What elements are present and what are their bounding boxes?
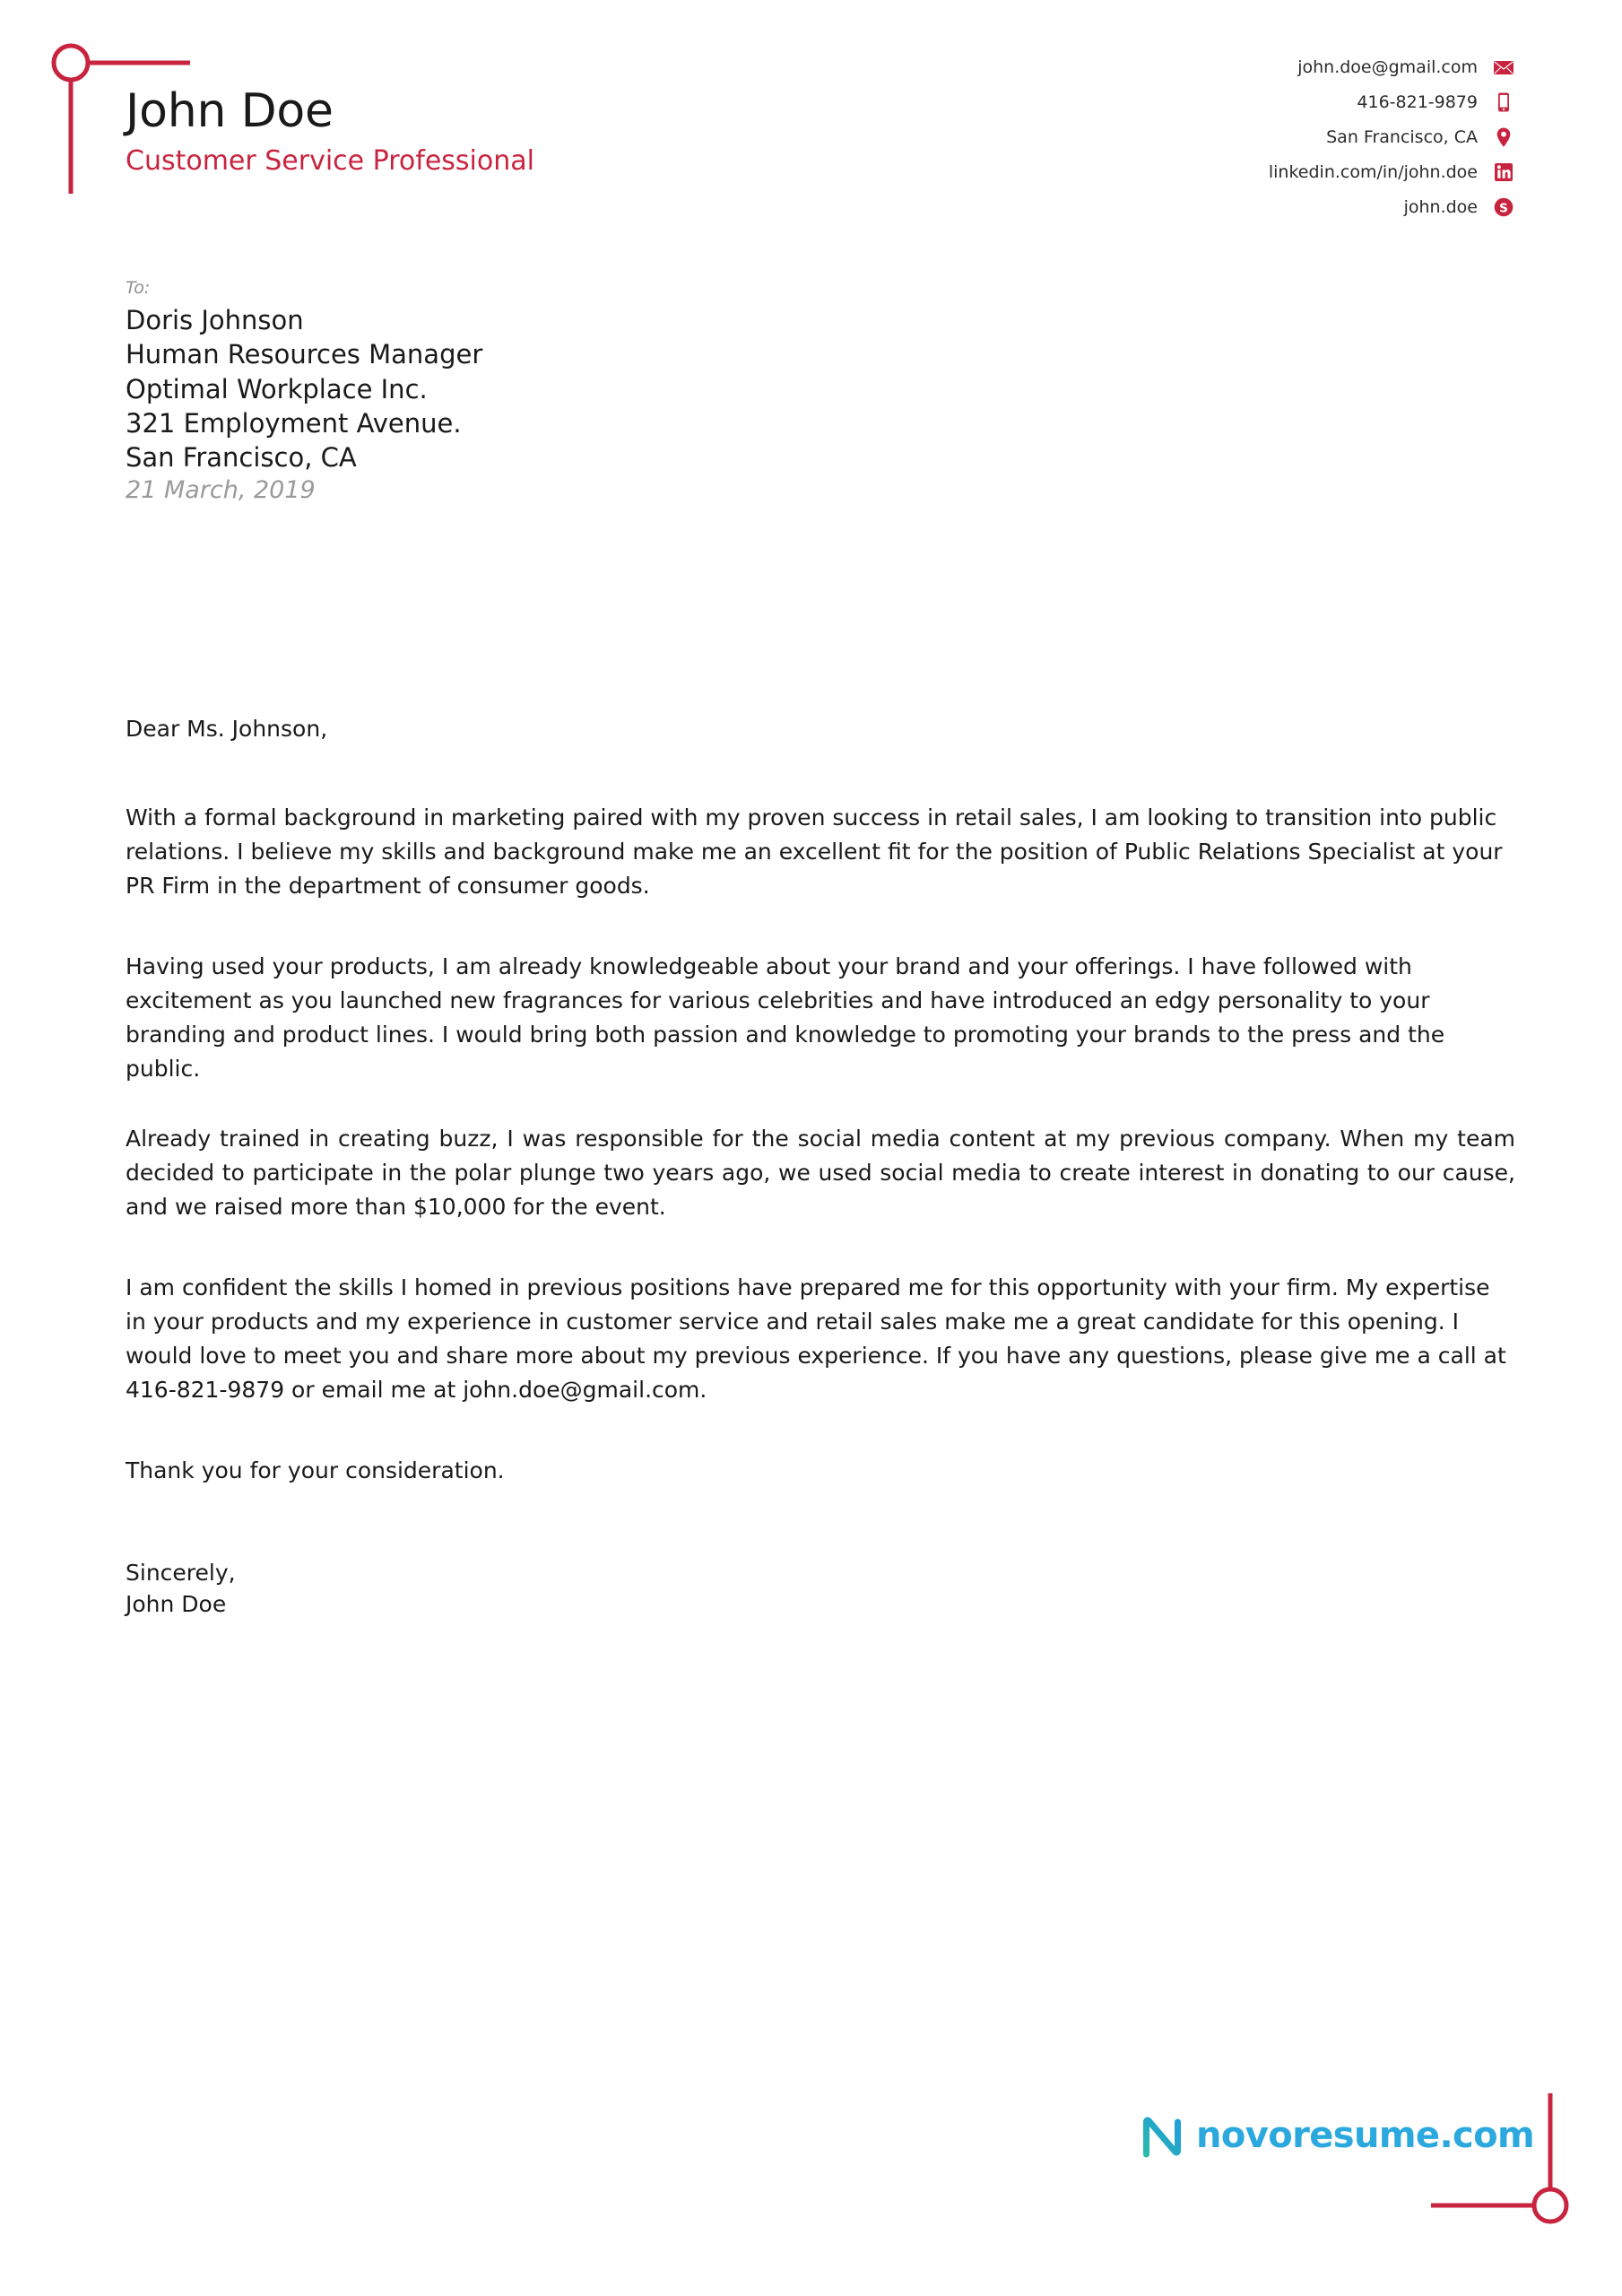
body-paragraph-3: Already trained in creating buzz, I was responsible for the social media content at my previous company. When my team decided to participate in the polar plunge two years ago, we used social media to create interest in donating to our cause, and we raised more than $10,000 for the event.: [126, 1126, 1515, 1221]
body-paragraph-4: I am confident the skills I homed in previous positions have prepared me for this opportunity with your firm. My expertise in your products and my experience in customer service and retail sales make me a great candidate for this opening. I would love to meet you and share more about my previous experience. If you have any questions, please give me a call at 416-821-9879 or email me at john.doe@gmail.com.: [126, 1274, 1506, 1404]
closing-line: Thank you for your consideration.: [126, 1457, 505, 1484]
contact-value-skype: john.doe: [1403, 197, 1478, 217]
recipient-job-title: Human Resources Manager: [126, 339, 483, 370]
contact-item-linkedin[interactable]: [1269, 161, 1515, 184]
body-paragraph-2: Having used your products, I am already knowledgeable about your brand and your offerings. I have followed with excitement as you launched new fragrances for various celebrities and have introduced an edgy personality to your branding and product lines. I would bring both passion and knowledge to promoting your brands to the press and the public.: [126, 953, 1445, 1083]
phone-icon: [1492, 91, 1515, 114]
novoresume-brand[interactable]: [1137, 2110, 1534, 2161]
letter-body: [126, 713, 1515, 1620]
recipient-block: [126, 278, 932, 507]
recipient-street: 321 Employment Avenue.: [126, 407, 462, 439]
contact-item-email[interactable]: [1297, 56, 1515, 79]
sign-off-text: Sincerely,: [126, 1560, 236, 1587]
deco-circle-top: [54, 46, 88, 80]
brand-name: novoresume.com: [1196, 2115, 1535, 2156]
contact-value-location: San Francisco, CA: [1326, 127, 1478, 147]
body-paragraph-1: With a formal background in marketing paired with my proven success in retail sales, I am looking to transition into public relations. I believe my skills and background make me an excellent fit for the position of Public Relations Specialist at your PR Firm in the department of consumer goods.: [126, 804, 1503, 900]
applicant-job-title: Customer Service Professional: [126, 145, 534, 178]
recipient-company: Optimal Workplace Inc.: [126, 373, 428, 404]
envelope-icon: [1492, 56, 1515, 79]
recipient-name: Doris Johnson: [126, 305, 304, 335]
location-pin-icon: [1492, 126, 1515, 149]
applicant-name: John Doe: [126, 84, 334, 138]
skype-icon: [1492, 196, 1515, 219]
linkedin-icon: [1492, 161, 1515, 184]
to-label: To:: [126, 278, 151, 298]
novoresume-n-logo: [1137, 2110, 1187, 2161]
contact-item-phone[interactable]: [1357, 91, 1515, 114]
svg-text:S: S: [1499, 201, 1508, 216]
contact-value-email: john.doe@gmail.com: [1297, 57, 1478, 77]
contact-value-linkedin: linkedin.com/in/john.doe: [1268, 162, 1478, 182]
contact-item-location[interactable]: [1326, 126, 1515, 149]
contact-list: [888, 56, 1515, 219]
letter-date: 21 March, 2019: [126, 476, 316, 505]
contact-item-skype[interactable]: [1404, 196, 1515, 219]
sign-off-block: [126, 1558, 1515, 1620]
recipient-city: San Francisco, CA: [126, 442, 357, 474]
contact-value-phone: 416-821-9879: [1357, 92, 1478, 112]
salutation: Dear Ms. Johnson,: [126, 716, 328, 742]
deco-circle-bottom: [1534, 2189, 1566, 2222]
signature-name: John Doe: [126, 1590, 227, 1617]
